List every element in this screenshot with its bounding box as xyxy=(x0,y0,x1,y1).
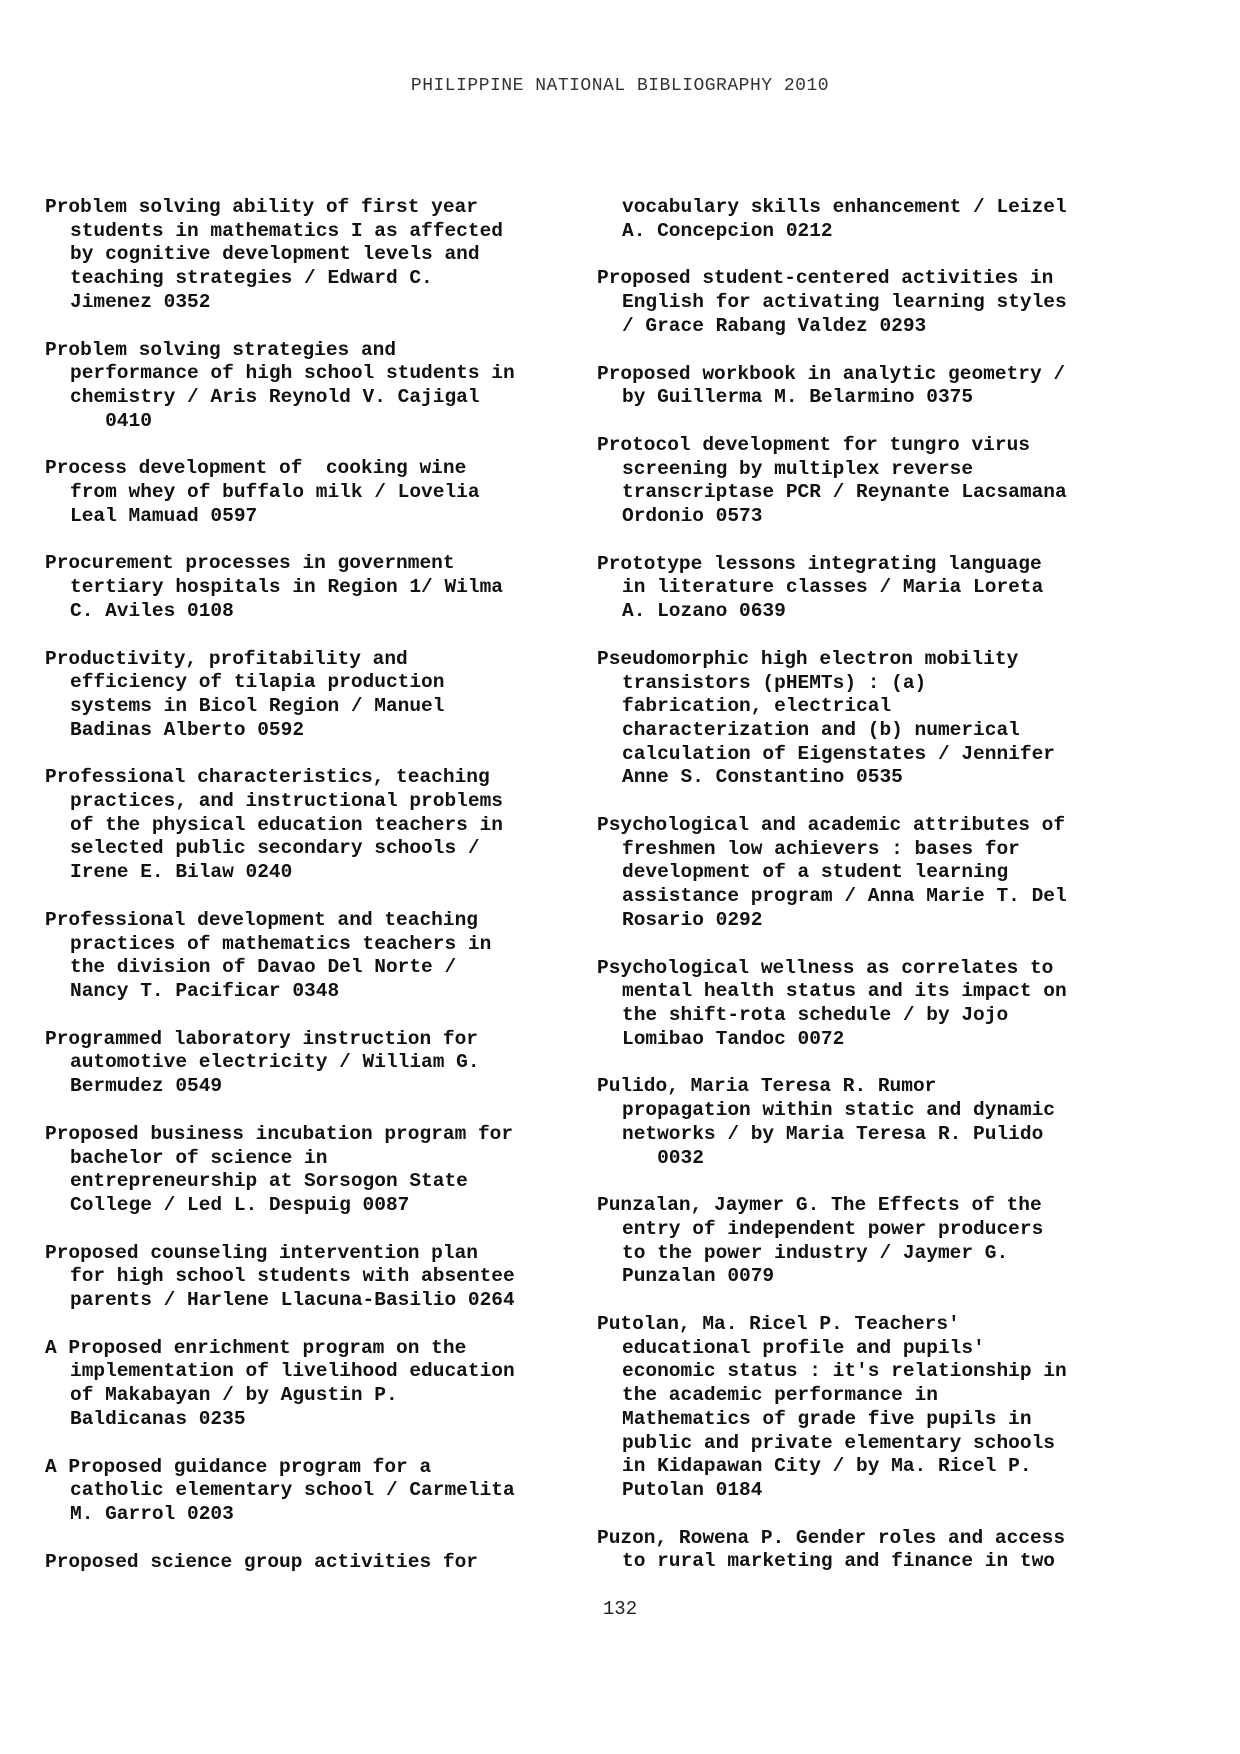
bibliography-entry: Psychological wellness as correlates to mental health status and its impact on the shift-rota schedule / by Jojo Lomibao Tandoc 0072 xyxy=(597,956,1067,1050)
bibliography-entry: Protocol development for tungro virus screening by multiplex reverse transcriptase PCR / Reynante Lacsamana Ordonio 0573 xyxy=(597,433,1067,528)
bibliography-entry: Proposed counseling intervention plan for high school students with absentee parents / Harlene Llacuna-Basilio 0264 xyxy=(45,1241,515,1312)
bibliography-entry: Pseudomorphic high electron mobility transistors (pHEMTs) : (a) fabrication, electrical characterization and (b) numerical calculation of Eigenstates / Jennifer Anne S. Constantino 0535 xyxy=(597,647,1055,789)
bibliography-entry: Proposed business incubation program for bachelor of science in entrepreneurship at Sorsogon State College / Led L. Despuig 0087 xyxy=(45,1122,514,1216)
bibliography-entry: Process development of cooking wine from whey of buffalo milk / Lovelia Leal Mamuad 0597 xyxy=(45,457,480,527)
running-header: PHILIPPINE NATIONAL BIBLIOGRAPHY 2010 xyxy=(410,76,830,96)
bibliography-entry: A Proposed guidance program for a catholic elementary school / Carmelita M. Garrol 0203 xyxy=(45,1455,515,1525)
bibliography-entry: Prototype lessons integrating language in literature classes / Maria Loreta A. Lozano 0639 xyxy=(597,552,1044,623)
bibliography-entry: Pulido, Maria Teresa R. Rumor propagation within static and dynamic networks / by Maria Teresa R. Pulido 0032 xyxy=(597,1075,1055,1169)
right-column xyxy=(597,196,1157,1598)
bibliography-entry: Problem solving ability of first year students in mathematics I as affected by cognitive development levels and teaching strategies / Edward C. Jimenez 0352 xyxy=(45,196,503,313)
bibliography-entry: Punzalan, Jaymer G. The Effects of the entry of independent power producers to the power industry / Jaymer G. Punzalan 0079 xyxy=(597,1194,1044,1288)
left-column xyxy=(45,196,605,1598)
bibliography-entry: Proposed science group activities for xyxy=(45,1550,478,1573)
bibliography-entry: Proposed student-centered activities in English for activating learning styles / Grace Rabang Valdez 0293 xyxy=(597,267,1067,337)
bibliography-entry: Productivity, profitability and efficiency of tilapia production systems in Bicol Region / Manuel Badinas Alberto 0592 xyxy=(45,647,445,741)
bibliography-entry: Professional characteristics, teaching practices, and instructional problems of the physical education teachers in selected public secondary schools / Irene E. Bilaw 0240 xyxy=(45,766,503,884)
page-number: 132 xyxy=(602,1598,638,1620)
bibliography-entry: Programmed laboratory instruction for automotive electricity / William G. Bermudez 0549 xyxy=(45,1027,480,1098)
bibliography-entry: Problem solving strategies and performance of high school students in chemistry / Aris Reynold V. Cajigal 0410 xyxy=(45,338,515,432)
bibliography-entry-continuation: vocabulary skills enhancement / Leizel A. Concepcion 0212 xyxy=(622,196,1067,242)
bibliography-entry: Procurement processes in government tertiary hospitals in Region 1/ Wilma C. Aviles 0108 xyxy=(45,552,503,622)
bibliography-entry: Psychological and academic attributes of freshmen low achievers : bases for development of a student learning assistance program / Anna Marie T. Del Rosario 0292 xyxy=(597,814,1067,931)
bibliography-entry: Proposed workbook in analytic geometry / by Guillerma M. Belarmino 0375 xyxy=(597,362,1066,409)
bibliography-entry: Professional development and teaching practices of mathematics teachers in the division of Davao Del Norte / Nancy T. Pacificar 0348 xyxy=(45,908,492,1002)
bibliography-entry: A Proposed enrichment program on the implementation of livelihood education of Makabayan / by Agustin P. Baldicanas 0235 xyxy=(45,1336,515,1430)
bibliography-entry: Puzon, Rowena P. Gender roles and access to rural marketing and finance in two xyxy=(597,1526,1066,1573)
bibliography-entry: Putolan, Ma. Ricel P. Teachers' educational profile and pupils' economic status : it's relationship in the academic performance in Mathematics of grade five pupils in public and private elementary schools in Kidapawan City / by Ma. Ricel P. Putolan 0184 xyxy=(597,1313,1067,1501)
